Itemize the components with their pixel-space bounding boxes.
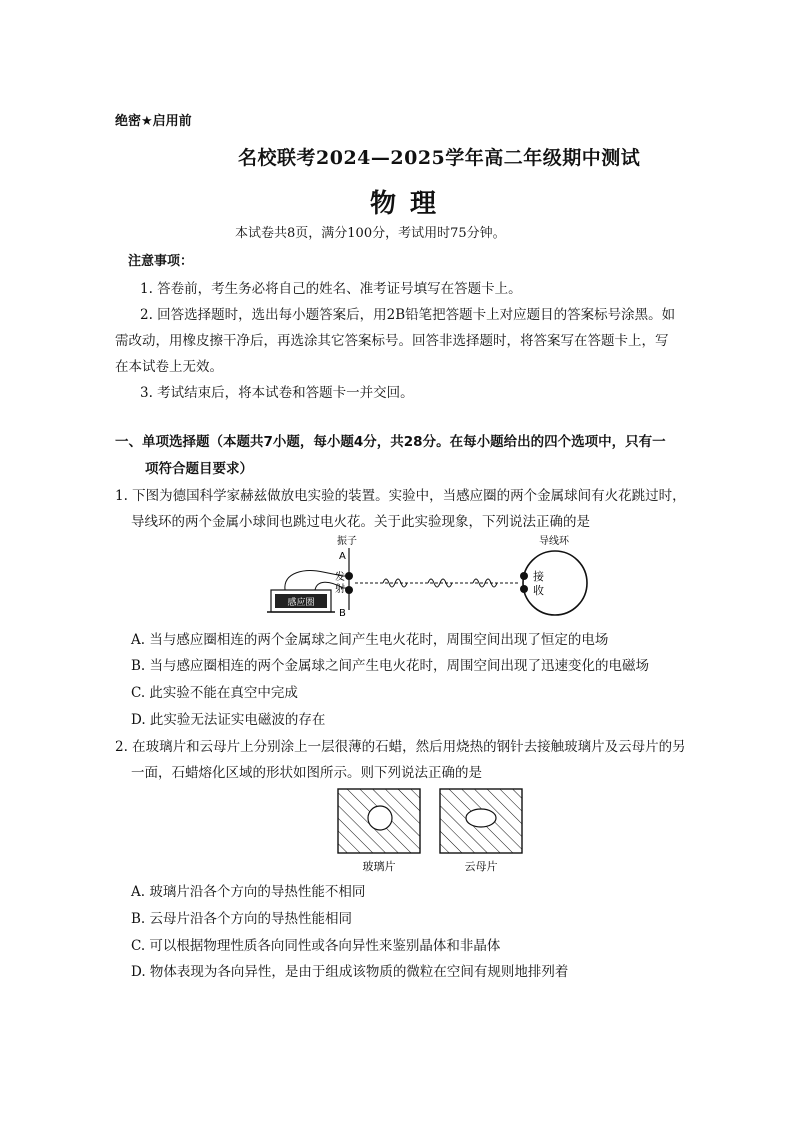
note-2-line-1: 2. 回答选择题时，选出每小题答案后，用2B铅笔把答题卡上对应题目的答案标号涂黑。如 xyxy=(140,307,676,323)
notes-heading: 注意事项： xyxy=(128,254,194,269)
label-she: 射 xyxy=(335,584,345,595)
emitter-ball-b xyxy=(345,586,353,594)
note-2-line-2: 需改动，用橡皮擦干净后，再选涂其它答案标号。回答非选择题时，将答案写在答题卡上，写 xyxy=(115,333,669,349)
exam-title: 名校联考2024—2025学年高二年级期中测试 xyxy=(238,147,641,169)
label-shou: 收 xyxy=(533,584,544,597)
receiver-ball-a xyxy=(520,572,528,580)
q1-stem-line-1: 1. 下图为德国科学家赫兹做放电实验的装置。实验中，当感应圈的两个金属球间有火花跳过时， xyxy=(115,488,686,504)
loop-label: 导线环 xyxy=(539,536,569,547)
q2-stem-line-2: 一面，石蜡熔化区域的形状如图所示。则下列说法正确的是 xyxy=(131,765,482,781)
confidential-mark: 绝密★启用前 xyxy=(115,114,192,129)
mica-melt-region xyxy=(466,809,496,827)
label-b: B xyxy=(339,608,346,619)
label-jie: 接 xyxy=(533,570,544,583)
wax-melting-figure xyxy=(330,785,530,875)
note-3: 3. 考试结束后，将本试卷和答题卡一并交回。 xyxy=(140,385,414,401)
glass-melt-region xyxy=(368,806,392,830)
wire-loop xyxy=(523,551,587,615)
hertz-experiment-figure xyxy=(265,532,600,620)
q1-stem-line-2: 导线环的两个金属小球间也跳过电火花。关于此实验现象，下列说法正确的是 xyxy=(131,514,590,530)
section-1-heading: 一、单项选择题（本题共7小题，每小题4分，共28分。在每小题给出的四个选项中，只有一 xyxy=(115,434,666,450)
coil-label: 感应圈 xyxy=(287,598,315,608)
section-1-heading-cont: 项符合题目要求） xyxy=(145,461,253,477)
note-1: 1. 答卷前，考生务必将自己的姓名、准考证号填写在答题卡上。 xyxy=(140,281,522,297)
vibrator-label: 振子 xyxy=(337,536,357,547)
q1-option-a: A. 当与感应圈相连的两个金属球之间产生电火花时，周围空间出现了恒定的电场 xyxy=(131,632,609,648)
q1-option-b: B. 当与感应圈相连的两个金属球之间产生电火花时，周围空间出现了迅速变化的电磁场 xyxy=(131,658,650,674)
q2-option-b: B. 云母片沿各个方向的导热性能相同 xyxy=(131,911,353,927)
label-a: A xyxy=(339,551,346,562)
q2-option-c: C. 可以根据物理性质各向同性或各向异性来鉴别晶体和非晶体 xyxy=(131,938,501,954)
receiver-ball-b xyxy=(520,585,528,593)
mica-label: 云母片 xyxy=(464,860,498,873)
glass-label: 玻璃片 xyxy=(362,860,396,873)
q2-option-a: A. 玻璃片沿各个方向的导热性能不相同 xyxy=(131,884,366,900)
note-2-line-3: 在本试卷上无效。 xyxy=(115,359,223,375)
q2-option-d: D. 物体表现为各向异性，是由于组成该物质的微粒在空间有规则地排列着 xyxy=(131,964,569,980)
subject-title: 物理 xyxy=(370,189,451,219)
exam-info: 本试卷共8页，满分100分，考试用时75分钟。 xyxy=(235,226,506,241)
q1-option-c: C. 此实验不能在真空中完成 xyxy=(131,685,298,701)
label-fa: 发 xyxy=(335,572,345,583)
q1-option-d: D. 此实验无法证实电磁波的存在 xyxy=(131,712,326,728)
emitter-ball-a xyxy=(345,572,353,580)
q2-stem-line-1: 2. 在玻璃片和云母片上分别涂上一层很薄的石蜡，然后用烧热的钢针去接触玻璃片及云母片的另 xyxy=(115,739,686,755)
